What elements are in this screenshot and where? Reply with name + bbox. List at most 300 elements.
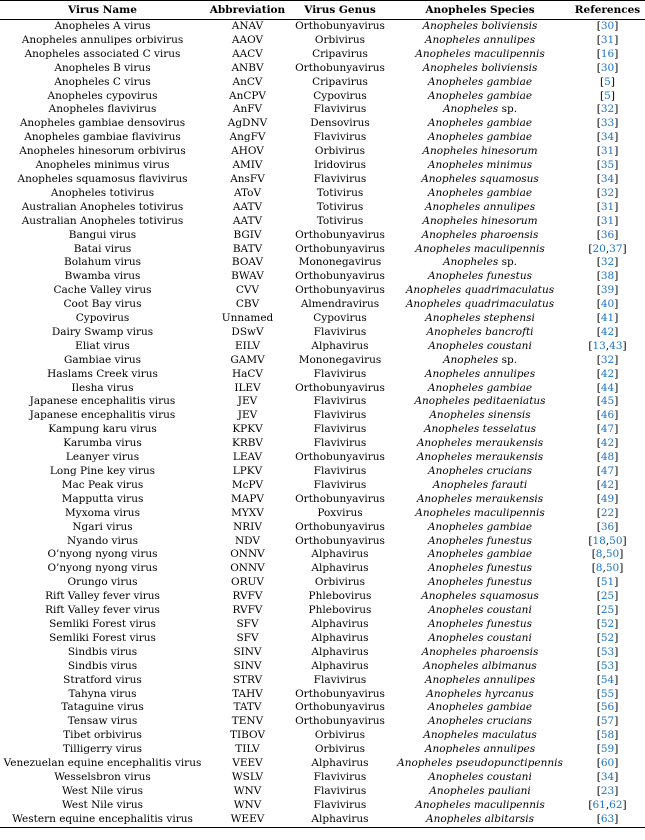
species-name: Anopheles boliviensis	[422, 61, 538, 74]
virus-genus-cell: Orbivirus	[314, 576, 366, 589]
header-references: References	[574, 4, 641, 16]
reference-link[interactable]: 25	[600, 604, 615, 617]
references-cell: [42]	[596, 325, 619, 338]
virus-name-cell: Ilesha virus	[71, 381, 134, 394]
species-name: Anopheles funestus	[427, 617, 533, 630]
table-row	[0, 215, 645, 229]
species-cell	[390, 382, 570, 396]
abbreviation-cell: JEV	[237, 395, 258, 408]
reference-link[interactable]: 38	[600, 270, 615, 283]
references-cell: [32]	[596, 103, 619, 116]
abbreviation-cell: AnFV	[232, 103, 263, 116]
reference-link[interactable]: 25	[600, 590, 615, 603]
species-name: Anopheles hyrcanus	[426, 687, 534, 700]
reference-link[interactable]: 42	[600, 437, 615, 450]
virus-name-cell: Anopheles squamosus flavivirus	[17, 172, 188, 185]
species-name: Anopheles quadrimaculatus	[405, 298, 555, 311]
table-row	[0, 451, 645, 465]
table-row	[0, 229, 645, 243]
species-name: Anopheles crucians	[428, 465, 532, 477]
reference-link[interactable]: 39	[600, 284, 615, 297]
species-name: Anopheles gambiae	[427, 186, 533, 199]
abbreviation-cell: WNV	[233, 784, 262, 797]
header-row	[0, 1, 645, 20]
species-name: Anopheles coustani	[428, 770, 532, 783]
species-name: Anopheles coustani	[428, 631, 532, 644]
references-cell: [20,37]	[588, 242, 627, 255]
references-cell: [25]	[596, 590, 619, 603]
species-cell	[390, 215, 570, 229]
species-name: Anopheles minimus	[427, 159, 533, 172]
species-name: Anopheles funestus	[427, 270, 533, 283]
references-cell: [31]	[596, 145, 619, 158]
table-row	[0, 382, 645, 396]
reference-link[interactable]: 43	[609, 339, 623, 352]
abbreviation-cell: JEV	[237, 409, 258, 422]
virus-name-cell: Bangui virus	[68, 228, 137, 241]
reference-link[interactable]: 32	[600, 353, 615, 366]
species-cell	[390, 48, 570, 62]
virus-genus-cell: Orthobunyavirus	[295, 61, 385, 74]
reference-link[interactable]: 42	[600, 325, 615, 338]
virus-genus-cell: Flavivirus	[313, 395, 367, 408]
species-name: Anopheles	[442, 256, 499, 269]
reference-link[interactable]: 31	[600, 33, 615, 46]
reference-link[interactable]: 31	[600, 214, 615, 227]
species-cell	[390, 145, 570, 159]
reference-link[interactable]: 50	[605, 548, 620, 561]
abbreviation-cell: SFV	[236, 631, 259, 644]
abbreviation-cell: SINV	[233, 659, 262, 672]
abbreviation-cell: AgDNV	[227, 117, 268, 130]
table-row	[0, 20, 645, 34]
species-name: Anopheles maculipennis	[415, 506, 545, 519]
virus-genus-cell: Orthobunyavirus	[295, 701, 385, 714]
species-cell	[390, 340, 570, 354]
virus-name-cell: Anopheles hinesorum orbivirus	[19, 145, 186, 158]
reference-link[interactable]: 32	[600, 256, 615, 269]
table-row	[0, 145, 645, 159]
virus-genus-cell: Flavivirus	[313, 478, 367, 491]
species-cell	[390, 298, 570, 312]
virus-genus-cell: Orthobunyavirus	[295, 451, 385, 464]
table-row	[0, 785, 645, 799]
abbreviation-cell: AAOV	[231, 33, 264, 46]
virus-genus-cell: Alphavirus	[311, 631, 369, 644]
table-row	[0, 62, 645, 76]
table-row	[0, 521, 645, 535]
reference-link[interactable]: 31	[600, 145, 615, 158]
table-row	[0, 340, 645, 354]
species-name: Anopheles tesselatus	[423, 423, 537, 436]
references-cell: [63]	[596, 812, 619, 825]
references-cell: [56]	[596, 701, 619, 714]
virus-genus-cell: Alphavirus	[311, 659, 369, 672]
table-row	[0, 590, 645, 604]
reference-link[interactable]: 44	[600, 381, 615, 394]
references-cell: [53]	[596, 659, 619, 672]
species-cell	[390, 270, 570, 284]
abbreviation-cell: AATV	[232, 200, 263, 213]
species-name: Anopheles gambiae	[427, 548, 533, 561]
virus-genus-cell: Alphavirus	[311, 617, 369, 630]
virus-name-cell: Cache Valley virus	[53, 284, 152, 297]
reference-link[interactable]: 35	[600, 159, 615, 172]
abbreviation-cell: NRIV	[233, 520, 262, 533]
references-cell: [32]	[596, 353, 619, 366]
reference-link[interactable]: 22	[600, 506, 615, 519]
virus-genus-cell: Alphavirus	[311, 757, 369, 770]
table-row	[0, 757, 645, 771]
reference-link[interactable]: 61	[592, 798, 606, 811]
species-suffix: sp.	[498, 256, 518, 269]
species-cell	[390, 590, 570, 604]
species-cell	[390, 604, 570, 618]
reference-link[interactable]: 32	[600, 103, 615, 116]
virus-genus-cell: Orthobunyavirus	[295, 228, 385, 241]
abbreviation-cell: KPKV	[232, 423, 263, 436]
reference-link[interactable]: 37	[609, 242, 623, 255]
virus-genus-cell: Alphavirus	[311, 812, 369, 825]
abbreviation-cell: TIBOV	[229, 729, 266, 742]
references-cell: [41]	[596, 312, 619, 325]
virus-genus-cell: Totivirus	[316, 200, 364, 213]
virus-genus-cell: Flavivirus	[313, 784, 367, 797]
abbreviation-cell: AHOV	[231, 145, 264, 158]
references-cell: [42]	[596, 367, 619, 380]
reference-link[interactable]: 18	[592, 534, 606, 547]
virus-genus-cell: Flavivirus	[313, 131, 367, 144]
references-cell: [46]	[596, 409, 619, 422]
table-row	[0, 688, 645, 702]
species-cell	[390, 201, 570, 215]
reference-link[interactable]: 40	[600, 298, 615, 311]
reference-link[interactable]: 58	[600, 729, 615, 742]
reference-link[interactable]: 47	[600, 465, 615, 477]
table-row	[0, 187, 645, 201]
table-row	[0, 284, 645, 298]
virus-genus-cell: Alphavirus	[311, 562, 369, 575]
virus-name-cell: Tilligerry virus	[62, 743, 143, 756]
abbreviation-cell: ILEV	[234, 381, 261, 394]
table-header	[0, 1, 645, 20]
species-cell	[390, 799, 570, 813]
table-body	[0, 20, 645, 828]
species-name: Anopheles annulipes	[424, 200, 536, 213]
reference-link[interactable]: 20	[592, 242, 606, 255]
abbreviation-cell: KRBV	[231, 437, 264, 450]
virus-genus-cell: Mononegavirus	[298, 353, 382, 366]
reference-link[interactable]: 8	[595, 548, 603, 561]
references-cell: [5]	[600, 89, 615, 102]
species-cell	[390, 62, 570, 76]
virus-name-cell: West Nile virus	[61, 798, 143, 811]
table-row	[0, 395, 645, 409]
abbreviation-cell: GAMV	[230, 353, 265, 366]
reference-link[interactable]: 8	[595, 562, 603, 575]
reference-link[interactable]: 63	[600, 812, 615, 825]
species-name: Anopheles maculipennis	[415, 47, 545, 60]
virus-name-cell: Anopheles A virus	[54, 20, 151, 32]
table-row	[0, 632, 645, 646]
species-cell	[390, 451, 570, 465]
species-cell	[390, 159, 570, 173]
reference-link[interactable]: 34	[600, 172, 615, 185]
reference-link[interactable]: 56	[600, 701, 615, 714]
references-cell: [48]	[596, 451, 619, 464]
reference-link[interactable]: 53	[600, 659, 615, 672]
virus-name-cell: O’nyong nyong virus	[47, 562, 158, 575]
species-cell	[390, 229, 570, 243]
table-row	[0, 159, 645, 173]
abbreviation-cell: BOAV	[231, 256, 264, 269]
virus-name-cell: Semliki Forest virus	[49, 631, 156, 644]
virus-name-cell: Sindbis virus	[67, 659, 138, 672]
abbreviation-cell: MYXV	[231, 506, 264, 519]
reference-link[interactable]: 30	[600, 20, 615, 32]
table-row	[0, 326, 645, 340]
table-row	[0, 173, 645, 187]
species-name: Anopheles pharoensis	[421, 645, 539, 658]
virus-genus-cell: Alphavirus	[311, 339, 369, 352]
virus-genus-cell: Orthobunyavirus	[295, 381, 385, 394]
references-cell: [13,43]	[588, 339, 627, 352]
reference-link[interactable]: 53	[600, 645, 615, 658]
virus-name-cell: Ngari virus	[72, 520, 133, 533]
reference-link[interactable]: 46	[600, 409, 615, 422]
references-cell: [8,50]	[591, 548, 624, 561]
virus-name-cell: Australian Anopheles totivirus	[21, 200, 184, 213]
table-row	[0, 535, 645, 549]
references-cell: [59]	[596, 743, 619, 756]
species-name: Anopheles squamosus	[421, 590, 539, 603]
abbreviation-cell: CBV	[235, 298, 260, 311]
table-row	[0, 243, 645, 257]
reference-link[interactable]: 50	[609, 534, 623, 547]
abbreviation-cell: AnCPV	[228, 89, 267, 102]
species-cell	[390, 562, 570, 576]
abbreviation-cell: WNV	[233, 798, 262, 811]
species-cell	[390, 632, 570, 646]
references-cell: [53]	[596, 645, 619, 658]
reference-link[interactable]: 5	[604, 89, 611, 102]
header-anopheles-species: Anopheles Species	[425, 4, 535, 16]
reference-link[interactable]: 51	[600, 576, 615, 589]
reference-link[interactable]: 52	[600, 617, 615, 630]
virus-name-cell: Coot Bay virus	[63, 298, 142, 311]
virus-name-cell: Myxoma virus	[65, 506, 140, 519]
references-cell: [57]	[596, 715, 619, 728]
virus-name-cell: Anopheles B virus	[54, 61, 151, 74]
species-name: Anopheles quadrimaculatus	[405, 284, 555, 297]
abbreviation-cell: HaCV	[231, 367, 264, 380]
table-row	[0, 507, 645, 521]
virus-name-cell: Bolahum virus	[64, 256, 141, 269]
virus-genus-cell: Orthobunyavirus	[295, 534, 385, 547]
species-suffix: sp.	[498, 103, 518, 116]
reference-link[interactable]: 52	[600, 631, 615, 644]
reference-link[interactable]: 41	[600, 312, 615, 325]
abbreviation-cell: LEAV	[232, 451, 263, 464]
reference-link[interactable]: 34	[600, 770, 615, 783]
abbreviation-cell: RVFV	[232, 604, 263, 617]
reference-link[interactable]: 50	[605, 562, 620, 575]
species-cell	[390, 646, 570, 660]
references-cell: [34]	[596, 770, 619, 783]
species-name: Anopheles funestus	[427, 562, 533, 575]
species-name: Anopheles hinesorum	[422, 214, 538, 227]
table-row	[0, 701, 645, 715]
abbreviation-cell: ANAV	[231, 20, 264, 32]
abbreviation-cell: WSLV	[231, 770, 264, 783]
virus-name-cell: Japanese encephalitis virus	[29, 395, 176, 408]
table-row	[0, 465, 645, 479]
reference-link[interactable]: 49	[600, 492, 615, 505]
reference-link[interactable]: 23	[600, 784, 615, 797]
reference-link[interactable]: 54	[600, 673, 615, 686]
abbreviation-cell: AMIV	[232, 159, 263, 172]
reference-link[interactable]: 45	[600, 395, 615, 408]
virus-name-cell: Gambiae virus	[64, 353, 141, 366]
reference-link[interactable]: 16	[600, 47, 615, 60]
species-cell	[390, 757, 570, 771]
abbreviation-cell: Unnamed	[221, 312, 274, 325]
references-cell: [54]	[596, 673, 619, 686]
virus-genus-cell: Densovirus	[310, 117, 370, 130]
species-cell	[390, 813, 570, 827]
reference-link[interactable]: 13	[592, 339, 606, 352]
table-row	[0, 604, 645, 618]
species-name: Anopheles gambiae	[427, 117, 533, 130]
reference-link[interactable]: 32	[600, 186, 615, 199]
species-name: Anopheles coustani	[428, 604, 532, 617]
virus-genus-cell: Phlebovirus	[308, 604, 372, 617]
virus-name-cell: Anopheles cypovirus	[47, 89, 158, 102]
virus-name-cell: West Nile virus	[61, 784, 143, 797]
virus-name-cell: Venezuelan equine encephalitis virus	[3, 757, 202, 770]
virus-name-cell: Anopheles gambiae flavivirus	[24, 131, 181, 144]
table-row	[0, 548, 645, 562]
virus-name-cell: Western equine encephalitis virus	[12, 812, 193, 825]
species-cell	[390, 576, 570, 590]
reference-link[interactable]: 36	[600, 228, 615, 241]
reference-link[interactable]: 30	[600, 61, 615, 74]
virus-name-cell: Tahyna virus	[68, 687, 137, 700]
references-cell: [51]	[596, 576, 619, 589]
virus-genus-cell: Cripavirus	[312, 47, 368, 60]
references-cell: [34]	[596, 131, 619, 144]
reference-link[interactable]: 59	[600, 743, 615, 756]
reference-link[interactable]: 48	[600, 451, 615, 464]
abbreviation-cell: ORUV	[231, 576, 264, 589]
references-cell: [45]	[596, 395, 619, 408]
species-name: Anopheles maculipennis	[415, 798, 545, 811]
reference-link[interactable]: 55	[600, 687, 615, 700]
references-cell: [31]	[596, 33, 619, 46]
abbreviation-cell: SFV	[236, 617, 259, 630]
virus-genus-cell: Poxvirus	[317, 506, 363, 519]
virus-genus-cell: Almendravirus	[300, 298, 380, 311]
reference-link[interactable]: 36	[600, 520, 615, 533]
species-cell	[390, 90, 570, 104]
abbreviation-cell: AnCV	[232, 75, 263, 88]
virus-name-cell: Eliat virus	[75, 339, 130, 352]
reference-link[interactable]: 60	[600, 757, 615, 770]
virus-genus-cell: Flavivirus	[313, 409, 367, 422]
abbreviation-cell: DSwV	[231, 325, 264, 338]
table-row	[0, 743, 645, 757]
virus-name-cell: Rift Valley fever virus	[45, 604, 160, 617]
references-cell: [55]	[596, 687, 619, 700]
species-name: Anopheles stephensi	[425, 312, 535, 325]
virus-name-cell: Haslams Creek virus	[47, 367, 158, 380]
species-cell	[390, 34, 570, 48]
abbreviation-cell: AnsFV	[230, 172, 265, 185]
reference-link[interactable]: 42	[600, 478, 615, 491]
virus-genus-cell: Flavivirus	[313, 172, 367, 185]
species-name: Anopheles squamosus	[421, 172, 539, 185]
species-cell	[390, 729, 570, 743]
virus-name-cell: Tataguine virus	[61, 701, 144, 714]
species-cell	[390, 187, 570, 201]
species-name: Anopheles meraukensis	[416, 437, 544, 450]
species-name: Anopheles gambiae	[427, 701, 533, 714]
species-cell	[390, 131, 570, 145]
abbreviation-cell: MAPV	[231, 492, 264, 505]
virus-name-cell: Rift Valley fever virus	[45, 590, 160, 603]
references-cell: [40]	[596, 298, 619, 311]
reference-link[interactable]: 31	[600, 200, 615, 213]
virus-genus-cell: Flavivirus	[313, 103, 367, 116]
virus-name-cell: Anopheles annulipes orbivirus	[21, 33, 184, 46]
table-row	[0, 729, 645, 743]
references-cell: [30]	[596, 20, 619, 32]
species-name: Anopheles pharoensis	[421, 228, 539, 241]
table-row	[0, 479, 645, 493]
abbreviation-cell: BWAV	[231, 270, 264, 283]
abbreviation-cell: RVFV	[232, 590, 263, 603]
virus-genus-cell: Cypovirus	[313, 89, 367, 102]
virus-name-cell: Dairy Swamp virus	[51, 325, 154, 338]
species-name: Anopheles annulipes	[424, 33, 536, 46]
species-cell	[390, 660, 570, 674]
virus-genus-cell: Orthobunyavirus	[295, 492, 385, 505]
reference-link[interactable]: 33	[600, 117, 615, 130]
species-name: Anopheles	[442, 353, 499, 366]
reference-link[interactable]: 42	[600, 367, 615, 380]
species-cell	[390, 715, 570, 729]
species-name: Anopheles meraukensis	[416, 492, 544, 505]
reference-link[interactable]: 34	[600, 131, 615, 144]
species-cell	[390, 76, 570, 90]
reference-link[interactable]: 57	[600, 715, 615, 728]
table-row	[0, 103, 645, 117]
species-cell	[390, 479, 570, 493]
reference-link[interactable]: 47	[600, 423, 615, 436]
virus-name-cell: Long Pine key virus	[49, 465, 156, 477]
reference-link[interactable]: 5	[604, 75, 611, 88]
abbreviation-cell: STRV	[232, 673, 263, 686]
virus-genus-cell: Iridovirus	[313, 159, 367, 172]
abbreviation-cell: LPKV	[232, 465, 263, 477]
virus-genus-cell: Flavivirus	[313, 798, 367, 811]
virus-name-cell: Leanyer virus	[65, 451, 140, 464]
species-name: Anopheles pauliani	[429, 784, 531, 797]
references-cell: [23]	[596, 784, 619, 797]
species-cell	[390, 548, 570, 562]
reference-link[interactable]: 62	[609, 798, 623, 811]
table-row	[0, 117, 645, 131]
